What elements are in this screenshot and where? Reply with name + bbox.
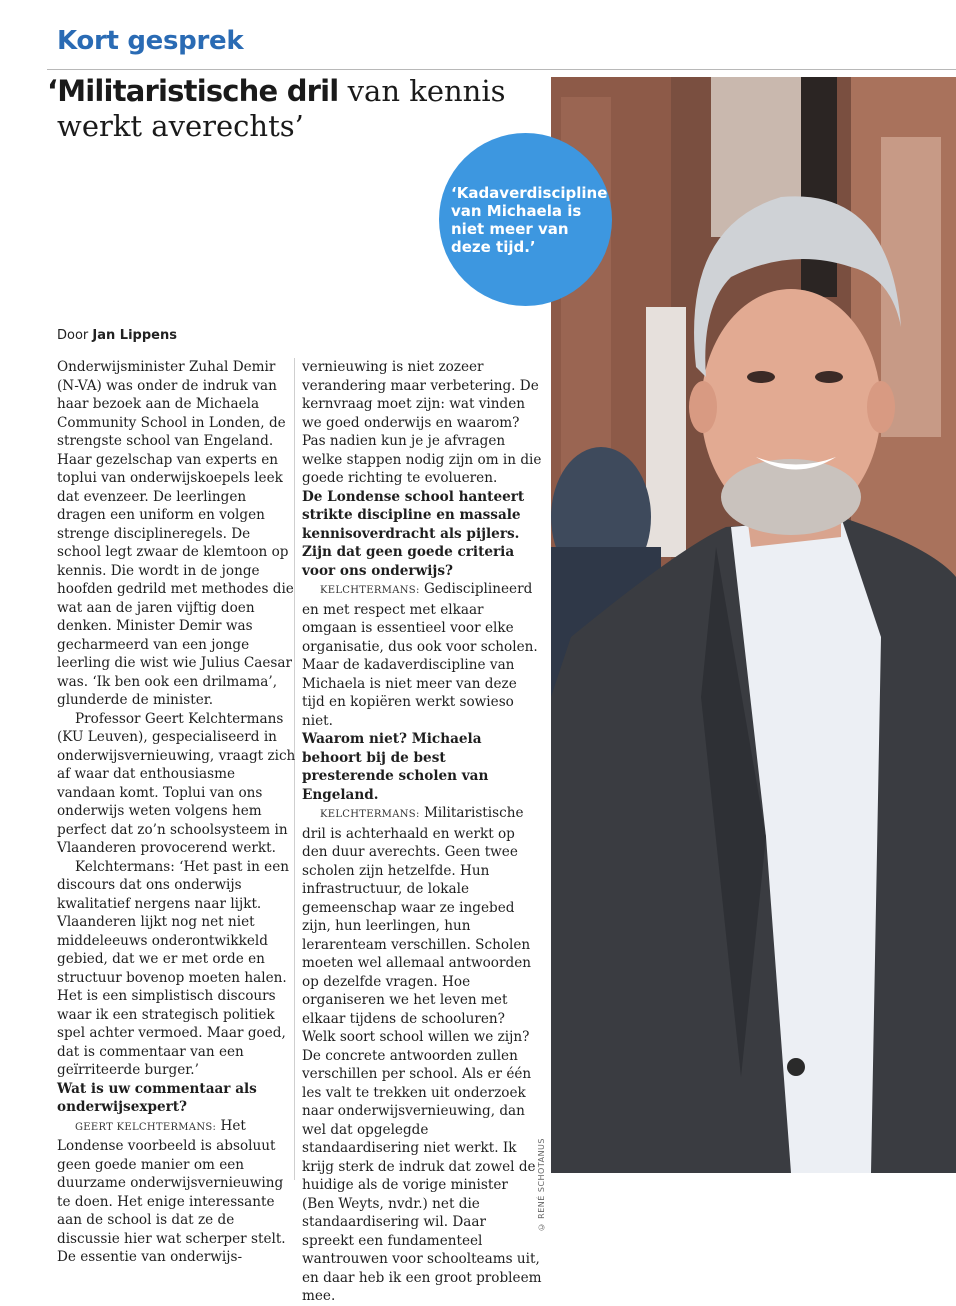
answer-text: Militaristische dril is achterhaald en werkt op den duur averechts. Geen twee scholen zijn hetzelfde. Hun infrastructuur, de lokale gemeenschap waar ze ingebed zijn, hun leerlingen, hun lerarenteam verschillen. Scholen moeten wel allemaal antwoorden op dezelfde vragen. Hoe organiseren we het leven met elkaar tijdens de schooluren? Welk soort school willen we zijn? De concrete antwoorden zullen verschillen per school. Als er één les valt te trekken uit onderzoek naar onderwijsvernieuwing, dan wel dat opgelegde standaardisering niet werkt. Ik krijg sterk de indruk dat zowel de huidige als de vorige minister (Ben Weyts, nvdr.) net die standaardisering wil. Daar spreekt een fundamenteel wantrouwen voor schoolteams uit, en daar heb ik een groot probleem mee. (302, 805, 542, 1304)
interview-question: Wat is uw commentaar als onderwijsexpert? (57, 1080, 257, 1115)
photo-credit: © RENÉ SCHOTANUS (537, 1138, 546, 1232)
paragraph: Professor Geert Kelchtermans (KU Leuven), gespecialiseerd in onderwijsvernieuwing, vraagt zich af waar dat enthousiasme vandaan komt. Toplui van ons onderwijs weten volgens hem perfect dat zo’n schoolsysteem in Vlaanderen provocerend werkt. (57, 710, 296, 856)
header-rule (47, 69, 956, 70)
interview-answer (302, 580, 542, 730)
answer-text: Het Londense voorbeeld is absoluut geen goede manier om een duurzame onderwijsvernieuwing te doen. Het enige interessante aan de school is dat ze de discussie hier wat scherper stelt. De essentie van onderwijs- (57, 1117, 286, 1265)
paragraph: Onderwijsminister Zuhal Demir (N-VA) was onder de indruk van haar bezoek aan de Michaela Community School in Londen, de strengste school van Engeland. Haar gezelschap van experts en toplui van onderwijskoepels leek dat evenzeer. De leerlingen dragen een uniform en volgen strenge disciplineregels. De school legt zwaar de klemtoon op kennis. Die wordt in de jonge hoofden gedrild met methodes die wat aan de jaren vijftig doen denken. Minister Demir was gecharmeerd van een jonge leerling die wist wie Julius Caesar was. ‘Ik ben ook een drilmama’, glunderde de minister. (57, 359, 294, 708)
headline (47, 74, 547, 144)
headline-rest: van kennis (338, 74, 506, 108)
headline-line2: werkt averechts’ (57, 109, 304, 143)
headline-bold: ‘Militaristische dril (47, 74, 339, 108)
interview-answer (302, 804, 542, 1306)
byline-prefix: Door (57, 328, 93, 343)
section-label: Kort gesprek (57, 26, 244, 56)
article-column-2 (302, 358, 542, 1306)
answer-text: Gedisciplineerd en met respect met elkaar omgaan is essentieel voor elke organisatie, dus ook voor scholen. Maar de kadaverdiscipline van Michaela is niet meer van deze tijd en kopiëren werkt sowieso niet. (302, 581, 538, 729)
interview-question: De Londense school hanteert strikte discipline en massale kennisoverdracht als pijlers. Zijn dat geen goede criteria voor ons onderwijs? (302, 488, 525, 579)
interview-answer (57, 1117, 297, 1267)
speaker-name: KELCHTERMANS: (320, 585, 420, 596)
byline (57, 328, 177, 343)
paragraph: vernieuwing is niet zozeer verandering maar verbetering. De kernvraag moet zijn: wat vinden we goed onderwijs en waarom? Pas nadien kun je je afvragen welke stappen nodig zijn om in die goede richting te evolueren. (302, 359, 542, 486)
byline-author: Jan Lippens (92, 328, 177, 343)
speaker-name: GEERT KELCHTERMANS: (75, 1121, 217, 1133)
pull-quote-text: ‘Kadaverdiscipline van Michaela is niet meer van deze tijd.’ (451, 184, 608, 256)
speaker-name: KELCHTERMANS: (320, 809, 420, 820)
paragraph: Kelchtermans: ‘Het past in een discours dat ons onderwijs kwalitatief nergens naar lijkt. Vlaanderen lijkt nog net niet middeleeuws onderontwikkeld gebied, dat we er met orde en structuur bovenop moeten halen. Het is een simplistisch discours waar ik een strategisch politiek spel achter vermoed. Maar goed, dat is commentaar van een geïrriteerde burger.’ (57, 858, 290, 1078)
pull-quote-circle (439, 133, 612, 306)
article-column-1 (57, 358, 297, 1267)
portrait-photo (551, 77, 956, 1173)
interview-question: Waarom niet? Michaela behoort bij de best presterende scholen van Engeland. (302, 731, 489, 803)
